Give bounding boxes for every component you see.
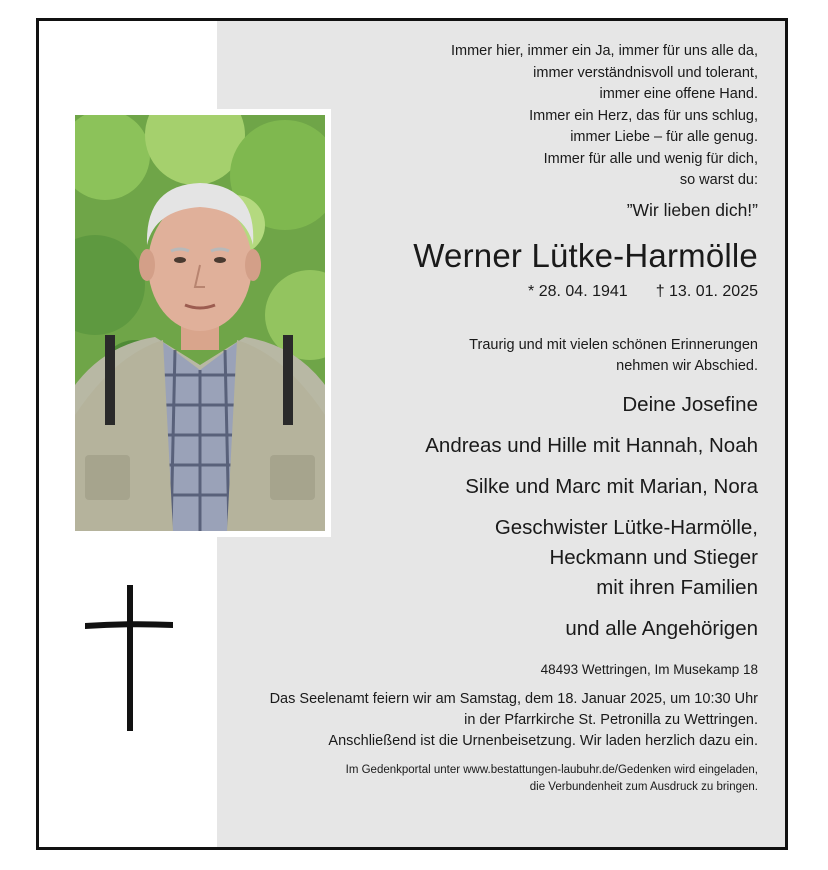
birth-date: * 28. 04. 1941 [528, 282, 628, 300]
poem-line: immer eine offene Hand. [599, 86, 758, 102]
service-line: Das Seelenamt feiern wir am Samstag, dem 18. Januar 2025, um 10:30 Uhr [269, 690, 758, 707]
siblings-line-3: mit ihren Familien [596, 575, 758, 599]
deceased-name: Werner Lütke-Harmölle [413, 236, 758, 274]
farewell-line: nehmen wir Abschied. [616, 358, 758, 374]
children-family-2: Silke und Marc mit Marian, Nora [465, 474, 758, 498]
memorial-portal-note [198, 762, 758, 796]
poem-line: Immer hier, immer ein Ja, immer für uns alle da, [450, 43, 758, 59]
service-info [198, 689, 758, 752]
service-line: Anschließend ist die Urnenbeisetzung. Wir laden herzlich dazu ein. [328, 732, 758, 749]
death-date: † 13. 01. 2025 [655, 282, 758, 300]
relatives: und alle Angehörigen [565, 616, 758, 640]
portal-line: Im Gedenkportal unter www.bestattungen-laubuhr.de/Gedenken wird eingeladen, [345, 763, 758, 776]
love-quote: ”Wir lieben dich!” [626, 199, 758, 220]
portal-line: die Verbundenheit zum Ausdruck zu bringen. [529, 780, 758, 793]
poem-line: so warst du: [679, 172, 758, 188]
life-dates [198, 283, 758, 301]
poem-line: immer Liebe – für alle genug. [570, 129, 758, 145]
family-address: 48493 Wettringen, Im Musekamp 18 [540, 661, 758, 677]
poem [198, 41, 758, 192]
obituary-notice [36, 18, 788, 850]
siblings-line-1: Geschwister Lütke-Harmölle, [494, 515, 758, 539]
children-family-1: Andreas und Hille mit Hannah, Noah [425, 433, 758, 457]
farewell-text [198, 335, 758, 378]
obituary-text [198, 41, 758, 796]
siblings-line-2: Heckmann und Stieger [549, 545, 758, 569]
farewell-line: Traurig und mit vielen schönen Erinnerungen [469, 336, 758, 353]
poem-line: Immer für alle und wenig für dich, [543, 150, 758, 167]
spouse: Deine Josefine [622, 392, 758, 416]
service-line: in der Pfarrkirche St. Petronilla zu Wettringen. [464, 711, 758, 728]
poem-line: immer verständnisvoll und tolerant, [533, 64, 758, 81]
christian-cross-icon [83, 583, 175, 733]
poem-line: Immer ein Herz, das für uns schlug, [529, 107, 758, 124]
